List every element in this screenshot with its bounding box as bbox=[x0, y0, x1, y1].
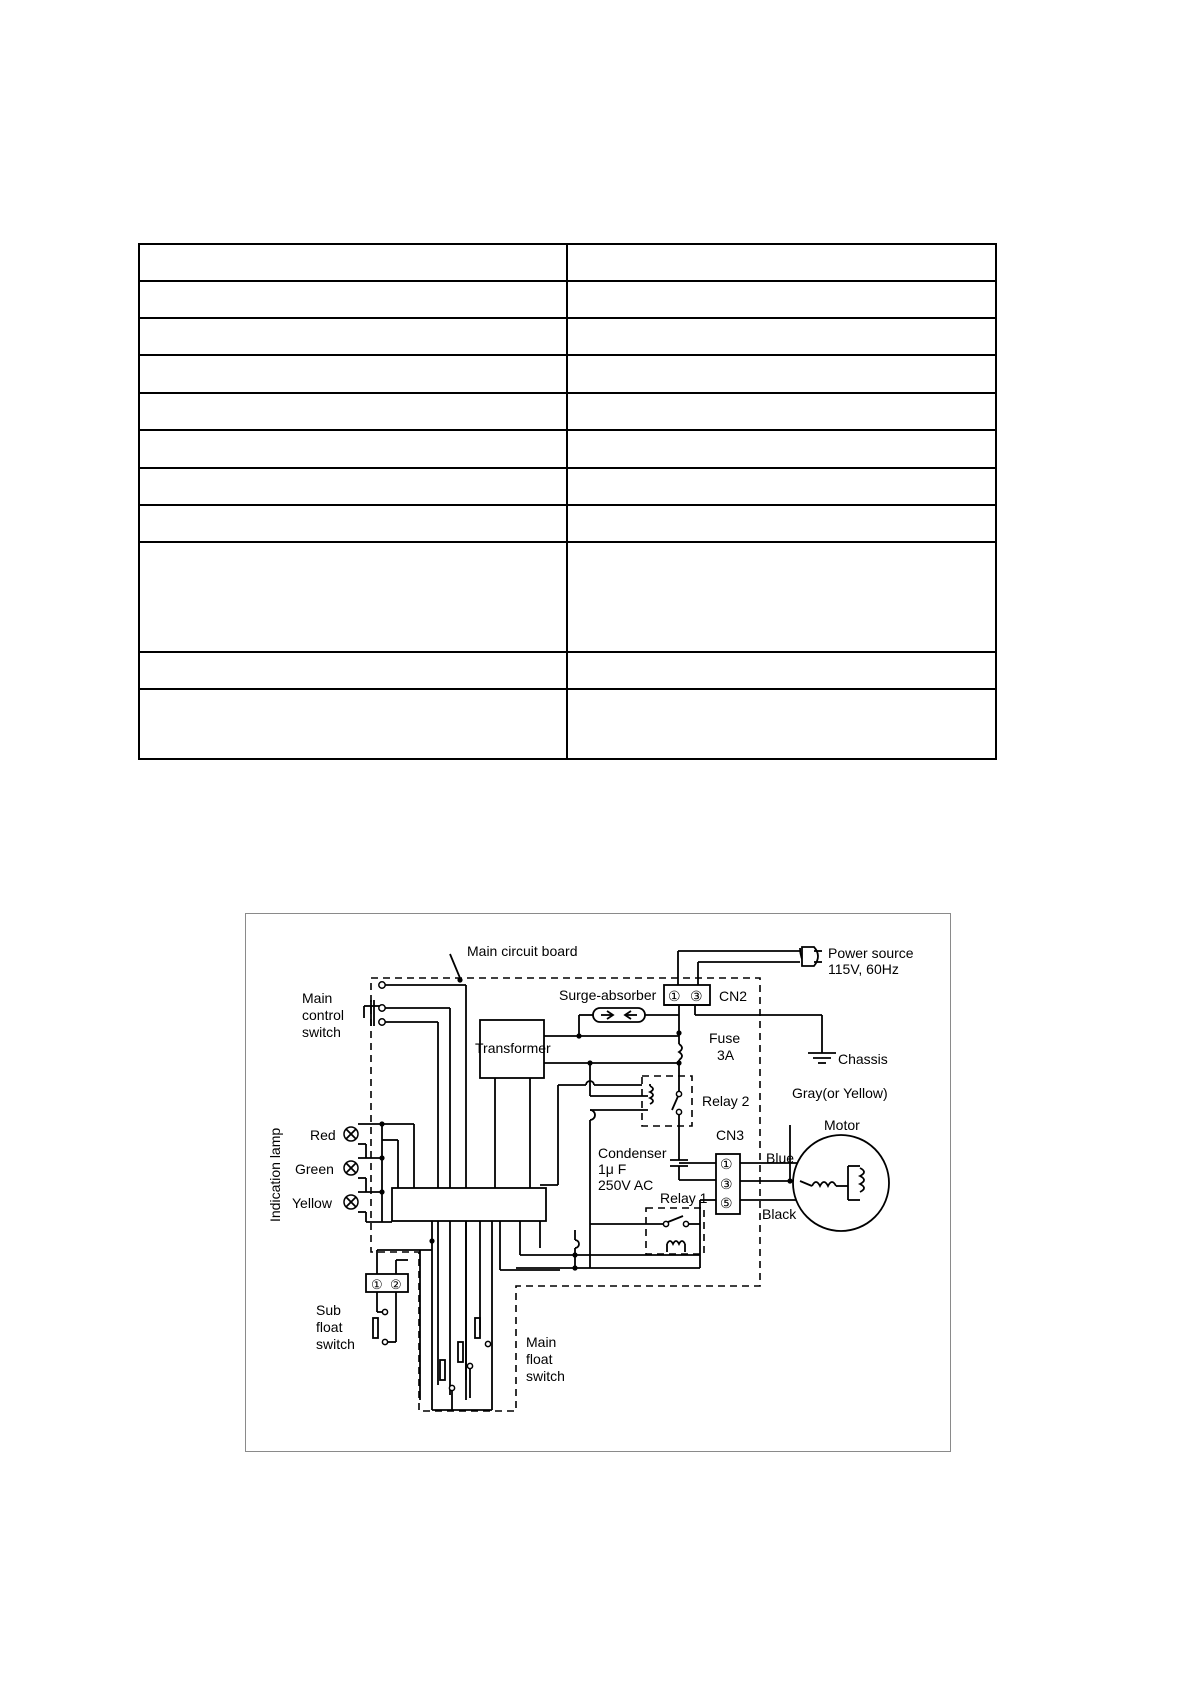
sub-float-switch-label-3: switch bbox=[316, 1336, 355, 1352]
black-wire-label: Black bbox=[762, 1206, 797, 1222]
relay2-outline bbox=[642, 1076, 692, 1126]
cn2-label: CN2 bbox=[719, 988, 748, 1004]
power-source-label: Power source bbox=[828, 945, 914, 961]
main-float-switch-label-3: switch bbox=[526, 1368, 565, 1384]
fuse-label: Fuse bbox=[709, 1030, 741, 1046]
main-circuit-board-leader bbox=[450, 954, 460, 978]
green-lamp-label: Green bbox=[295, 1161, 334, 1177]
surge-absorber-icon bbox=[593, 1008, 645, 1022]
fuse-rating-label: 3A bbox=[717, 1047, 735, 1063]
yellow-lamp-label: Yellow bbox=[292, 1195, 332, 1211]
indication-lamp-label: Indication lamp bbox=[267, 1127, 283, 1222]
motor-icon bbox=[793, 1135, 889, 1231]
motor-label: Motor bbox=[824, 1117, 860, 1133]
sub-float-pin2: ② bbox=[390, 1277, 402, 1292]
relay1-contact-icon bbox=[668, 1216, 683, 1222]
relay1-label: Relay 1 bbox=[660, 1190, 708, 1206]
gray-wire-label: Gray(or Yellow) bbox=[792, 1085, 888, 1101]
fuse-icon bbox=[679, 1044, 682, 1060]
cn3-pin1: ① bbox=[720, 1156, 733, 1172]
blue-wire-label: Blue bbox=[766, 1150, 795, 1166]
sub-float-pin1: ① bbox=[371, 1277, 383, 1292]
main-float-switch-label-1: Main bbox=[526, 1334, 557, 1350]
main-control-switch-label-2: control bbox=[302, 1007, 345, 1023]
condenser-capacity-label: 1μ F bbox=[598, 1161, 627, 1177]
condenser-label: Condenser bbox=[598, 1145, 667, 1161]
cn3-label: CN3 bbox=[716, 1127, 745, 1143]
sub-float-switch-label-1: Sub bbox=[316, 1302, 341, 1318]
relay2-coil-icon bbox=[650, 1086, 653, 1104]
condenser-voltage-label: 250V AC bbox=[598, 1177, 654, 1193]
switch-terminal bbox=[379, 982, 385, 988]
surge-absorber-label: Surge-absorber bbox=[559, 987, 657, 1003]
cn3-pin5: ⑤ bbox=[720, 1195, 733, 1211]
transformer-label: Transformer bbox=[475, 1040, 551, 1056]
sub-float-switch-icon bbox=[373, 1318, 378, 1338]
main-control-switch-label-3: switch bbox=[302, 1024, 341, 1040]
power-source-rating-label: 115V, 60Hz bbox=[828, 961, 899, 977]
main-float-switch-label-2: float bbox=[526, 1351, 553, 1367]
control-pcb bbox=[392, 1188, 546, 1221]
chassis-label: Chassis bbox=[838, 1051, 888, 1067]
relay2-label: Relay 2 bbox=[702, 1093, 750, 1109]
main-float-switch-icon-1 bbox=[440, 1360, 445, 1380]
relay1-outline bbox=[646, 1208, 704, 1254]
relay1-coil-icon bbox=[667, 1241, 685, 1244]
main-control-switch-label-1: Main bbox=[302, 990, 333, 1006]
cn2-pin3: ③ bbox=[690, 988, 703, 1004]
sub-float-switch-label-2: float bbox=[316, 1319, 343, 1335]
power-plug-icon bbox=[802, 947, 818, 966]
red-lamp-label: Red bbox=[310, 1127, 336, 1143]
cn2-pin1: ① bbox=[668, 988, 681, 1004]
main-circuit-board-label: Main circuit board bbox=[467, 943, 578, 959]
cn3-pin3: ③ bbox=[720, 1176, 733, 1192]
